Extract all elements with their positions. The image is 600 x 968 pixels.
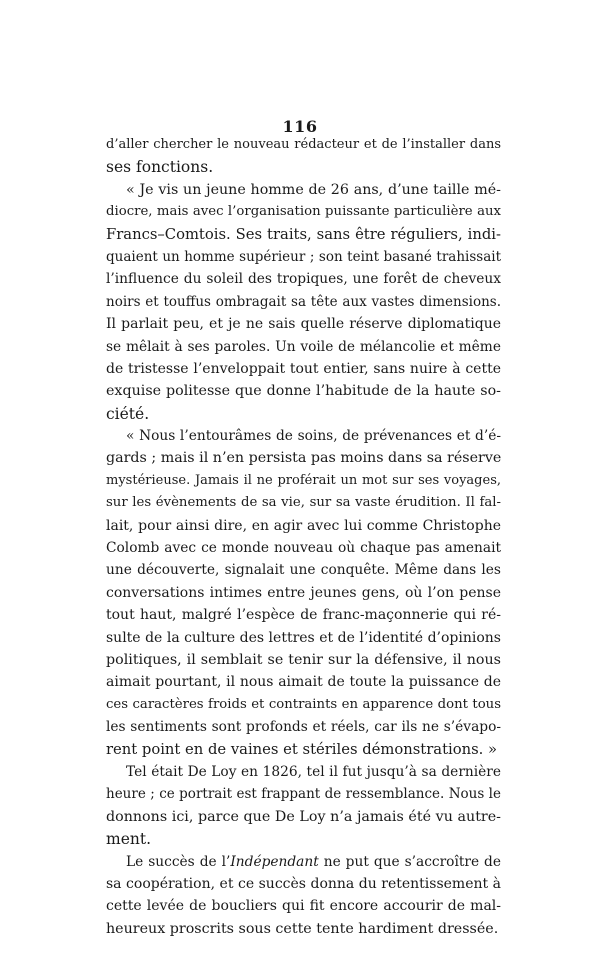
body-text (106, 134, 501, 940)
text-line: les sentiments sont profonds et réels, car ils ne s’évapo- (106, 719, 501, 736)
text-line: Il parlait peu, et je ne sais quelle réserve diplomatique (106, 316, 501, 333)
text-line: « Je vis un jeune homme de 26 ans, d’une taille mé- (126, 181, 501, 198)
text-line: noirs et touffus ombragait sa tête aux vastes dimensions. (106, 293, 501, 310)
text-line: Tel était De Loy en 1826, tel il fut jusqu’à sa dernière (126, 763, 501, 780)
text-line: aimait pourtant, il nous aimait de toute la puissance de (106, 674, 501, 691)
text-line: ses fonctions. (106, 158, 214, 177)
text-line: une découverte, signalait une conquête. Même dans les (106, 562, 501, 579)
text-line: se mêlait à ses paroles. Un voile de mélancolie et même (106, 338, 501, 355)
text-line: Colomb avec ce monde nouveau où chaque pas amenait (106, 540, 501, 557)
text-line: tout haut, malgré l’espèce de franc-maçonnerie qui ré- (106, 607, 501, 624)
text-line: ces caractères froids et contraints en apparence dont tous (106, 696, 501, 712)
text-line: heure ; ce portrait est frappant de ressemblance. Nous le (106, 786, 501, 803)
text-line: ciété. (106, 404, 150, 423)
text-line: diocre, mais avec l’organisation puissante particulière aux (106, 204, 501, 220)
text-line: cette levée de boucliers qui fit encore accourir de mal- (106, 898, 501, 915)
text-line: mystérieuse. Jamais il ne proférait un mot sur ses voyages, (106, 472, 501, 488)
text-line: sur les évènements de sa vie, sur sa vaste érudition. Il fal- (106, 495, 501, 511)
text-line: l’influence du soleil des tropiques, une forêt de cheveux (106, 271, 501, 288)
text-line: sulte de la culture des lettres et de l’identité d’opinions (106, 629, 501, 646)
text-line: Le succès de l’Indépendant ne put que s’accroître de (126, 853, 501, 870)
text-line: Francs–Comtois. Ses traits, sans être réguliers, indi- (106, 225, 501, 243)
text-line: politiques, il semblait se tenir sur la défensive, il nous (106, 651, 501, 668)
text-line: rent point en de vaines et stériles démonstrations. » (106, 740, 498, 758)
text-line: d’aller chercher le nouveau rédacteur et de l’installer dans (106, 137, 501, 152)
text-line: sa coopération, et ce succès donna du retentissement à (106, 875, 501, 892)
text-line: « Nous l’entourâmes de soins, de prévenances et d’é- (126, 428, 501, 445)
text-line: donnons ici, parce que De Loy n’a jamais été vu autre- (106, 808, 501, 825)
text-line: heureux proscrits sous cette tente hardiment dressée. (106, 920, 499, 937)
page-number: 116 (282, 117, 318, 136)
text-line: ment. (106, 830, 152, 849)
journal-title: Indépendant (230, 853, 319, 870)
text-line: gards ; mais il n’en persista pas moins dans sa réserve (106, 450, 501, 467)
text-line: lait, pour ainsi dire, en agir avec lui comme Christophe (106, 517, 501, 534)
text-line: de tristesse l’enveloppait tout entier, sans nuire à cette (106, 360, 501, 377)
text-line: quaient un homme supérieur ; son teint basané trahissait (106, 248, 501, 265)
text-line: exquise politesse que donne l’habitude de la haute so- (106, 383, 501, 400)
text-line: conversations intimes entre jeunes gens, où l’on pense (106, 584, 501, 601)
